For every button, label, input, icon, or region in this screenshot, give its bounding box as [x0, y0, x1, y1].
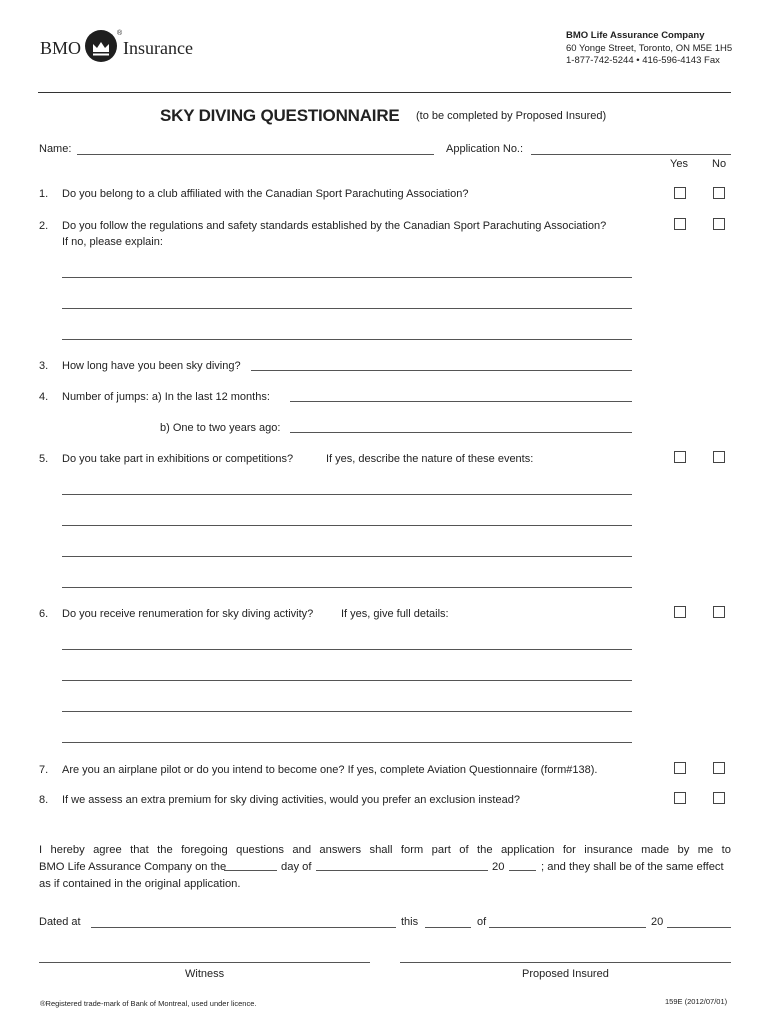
- q3-text: How long have you been sky diving?: [62, 360, 241, 372]
- company-block: [566, 30, 732, 68]
- q8-text: If we assess an extra premium for sky diving activities, would you prefer an exclusion instead?: [62, 794, 520, 806]
- q4-text: Number of jumps: a) In the last 12 months:: [62, 391, 270, 403]
- q3-number: 3.: [39, 360, 49, 372]
- registered-mark: ®: [117, 30, 123, 37]
- q5-number: 5.: [39, 453, 49, 465]
- q2-answer-line-1[interactable]: [62, 277, 632, 278]
- witness-signature-line[interactable]: [39, 962, 370, 963]
- q8-no-checkbox[interactable]: [713, 792, 725, 804]
- header-divider: [38, 92, 731, 93]
- q2-number: 2.: [39, 220, 49, 232]
- q6-details-label: If yes, give full details:: [341, 608, 449, 620]
- q7-yes-checkbox[interactable]: [674, 762, 686, 774]
- q6-answer-line-3[interactable]: [62, 711, 632, 712]
- agreement-line-2c: 20: [492, 861, 505, 873]
- no-header: No: [712, 158, 727, 170]
- q4a-answer-line[interactable]: [290, 401, 632, 402]
- q6-text: Do you receive renumeration for sky diving activity?: [62, 608, 314, 620]
- agreement-month-field[interactable]: [316, 870, 488, 871]
- witness-label: Witness: [185, 968, 225, 980]
- this-label: this: [401, 916, 419, 928]
- agreement-day-field[interactable]: [224, 870, 277, 871]
- agreement-year-field[interactable]: [509, 870, 536, 871]
- q5-no-checkbox[interactable]: [713, 451, 725, 463]
- q7-no-checkbox[interactable]: [713, 762, 725, 774]
- q4-number: 4.: [39, 391, 49, 403]
- q6-answer-line-1[interactable]: [62, 649, 632, 650]
- q7-number: 7.: [39, 764, 49, 776]
- form-title: SKY DIVING QUESTIONNAIRE: [160, 106, 400, 125]
- form-subtitle: (to be completed by Proposed Insured): [416, 110, 607, 122]
- q2-answer-line-2[interactable]: [62, 308, 632, 309]
- q7-text: Are you an airplane pilot or do you intend to become one? If yes, complete Aviation Questionnaire (form#138).: [62, 764, 598, 776]
- q3-answer-line[interactable]: [251, 370, 632, 371]
- agreement-line-3: as if contained in the original application.: [39, 878, 241, 890]
- q5-answer-line-2[interactable]: [62, 525, 632, 526]
- name-field[interactable]: [77, 154, 434, 155]
- q5-answer-line-4[interactable]: [62, 587, 632, 588]
- q2-no-checkbox[interactable]: [713, 218, 725, 230]
- q6-number: 6.: [39, 608, 49, 620]
- trademark-notice: ®Registered trade-mark of Bank of Montreal, used under licence.: [40, 999, 257, 1008]
- dated-at-label: Dated at: [39, 916, 81, 928]
- q2-text: Do you follow the regulations and safety standards established by the Canadian Sport Parachuting Association?: [62, 220, 607, 232]
- agreement-line-2a: BMO Life Assurance Company on the: [39, 861, 227, 873]
- agreement-line-2d: ; and they shall be of the same effect: [541, 861, 724, 873]
- q1-yes-checkbox[interactable]: [674, 187, 686, 199]
- company-phone: 1-877-742-5244 • 416-596-4143 Fax: [566, 55, 720, 66]
- q4b-answer-line[interactable]: [290, 432, 632, 433]
- bmo-roundel-icon: [85, 30, 117, 62]
- insured-signature-line[interactable]: [400, 962, 731, 963]
- q2-explain-label: If no, please explain:: [62, 236, 163, 248]
- q6-yes-checkbox[interactable]: [674, 606, 686, 618]
- logo-bmo: BMO: [40, 38, 82, 58]
- signature-year-field[interactable]: [667, 927, 731, 928]
- q2-answer-line-3[interactable]: [62, 339, 632, 340]
- agreement-line-2b: day of: [281, 861, 312, 873]
- q1-number: 1.: [39, 188, 49, 200]
- q4b-label: b) One to two years ago:: [160, 422, 281, 434]
- q6-answer-line-4[interactable]: [62, 742, 632, 743]
- name-label: Name:: [39, 143, 72, 155]
- form-code: 159E (2012/07/01): [665, 997, 728, 1006]
- of-label: of: [477, 916, 487, 928]
- agreement-line-1: I hereby agree that the foregoing questions and answers shall form part of the application for insurance made by me to: [39, 844, 731, 856]
- logo-insurance: Insurance: [123, 38, 193, 58]
- application-label: Application No.:: [446, 143, 524, 155]
- proposed-insured-label: Proposed Insured: [522, 968, 609, 980]
- year-label: 20: [651, 916, 664, 928]
- q8-yes-checkbox[interactable]: [674, 792, 686, 804]
- company-address: 60 Yonge Street, Toronto, ON M5E 1H5: [566, 42, 733, 54]
- this-day-field[interactable]: [425, 927, 471, 928]
- q5-answer-line-1[interactable]: [62, 494, 632, 495]
- q2-yes-checkbox[interactable]: [674, 218, 686, 230]
- q5-describe-label: If yes, describe the nature of these events:: [326, 453, 534, 465]
- q8-number: 8.: [39, 794, 49, 806]
- company-name: BMO Life Assurance Company: [566, 30, 705, 41]
- q5-text: Do you take part in exhibitions or competitions?: [62, 453, 294, 465]
- yes-header: Yes: [670, 158, 688, 170]
- q6-answer-line-2[interactable]: [62, 680, 632, 681]
- q5-yes-checkbox[interactable]: [674, 451, 686, 463]
- of-month-field[interactable]: [489, 927, 646, 928]
- application-field[interactable]: [531, 154, 731, 155]
- q6-no-checkbox[interactable]: [713, 606, 725, 618]
- q1-text: Do you belong to a club affiliated with the Canadian Sport Parachuting Association?: [62, 188, 469, 200]
- q1-no-checkbox[interactable]: [713, 187, 725, 199]
- q5-answer-line-3[interactable]: [62, 556, 632, 557]
- dated-at-field[interactable]: [91, 927, 396, 928]
